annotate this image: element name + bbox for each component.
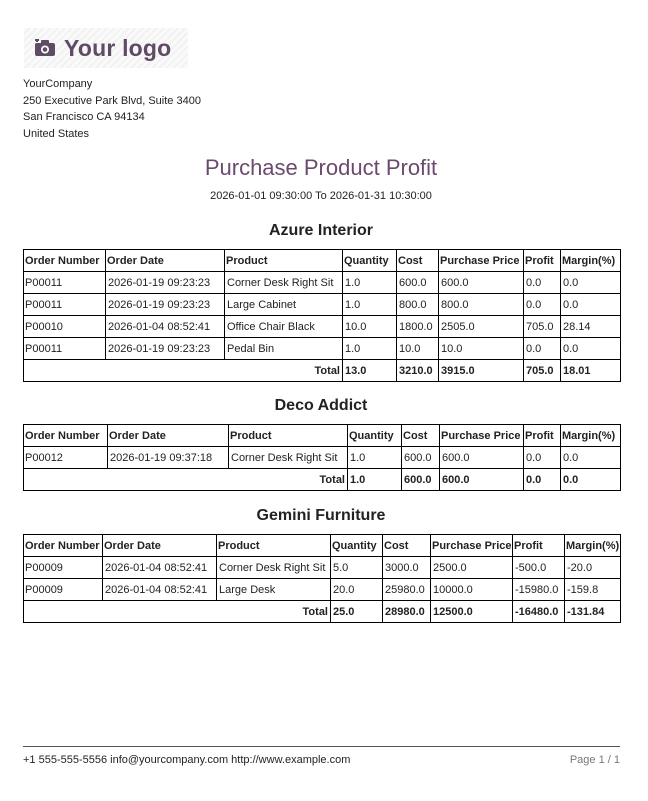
total-cost: 3210.0 xyxy=(397,360,439,382)
header-quantity: Quantity xyxy=(343,250,397,272)
header-cost: Cost xyxy=(383,535,431,557)
cell-order-number: P00011 xyxy=(24,338,106,360)
header-order-date: Order Date xyxy=(108,425,229,447)
cell-profit: 0.0 xyxy=(524,338,561,360)
header-cost: Cost xyxy=(397,250,439,272)
cell-order-number: P00009 xyxy=(24,557,103,579)
cell-product: Pedal Bin xyxy=(225,338,343,360)
table-row xyxy=(24,316,621,338)
header-quantity: Quantity xyxy=(348,425,402,447)
total-row xyxy=(24,601,621,623)
cell-order-number: P00011 xyxy=(24,294,106,316)
vendor-table xyxy=(23,249,621,382)
report-title: Purchase Product Profit xyxy=(204,155,438,180)
header-purchase-price: Purchase Price xyxy=(440,425,524,447)
cell-cost: 600.0 xyxy=(397,272,439,294)
header-order-date: Order Date xyxy=(106,250,225,272)
vendor-title: Azure Interior xyxy=(268,222,373,239)
header-cost: Cost xyxy=(402,425,440,447)
total-purchase-price: 3915.0 xyxy=(439,360,524,382)
cell-quantity: 5.0 xyxy=(331,557,383,579)
cell-purchase-price: 2505.0 xyxy=(439,316,524,338)
cell-quantity: 20.0 xyxy=(331,579,383,601)
cell-order-number: P00011 xyxy=(24,272,106,294)
cell-product: Large Desk xyxy=(217,579,331,601)
total-label: Total xyxy=(24,469,348,491)
cell-margin: 0.0 xyxy=(561,447,621,469)
cell-product: Corner Desk Right Sit xyxy=(229,447,348,469)
table-row xyxy=(24,338,621,360)
vendor-title: Gemini Furniture xyxy=(256,507,386,524)
cell-order-date: 2026-01-04 08:52:41 xyxy=(103,557,217,579)
total-margin: 18.01 xyxy=(561,360,621,382)
total-row xyxy=(24,469,621,491)
total-label: Total xyxy=(24,601,331,623)
cell-cost: 600.0 xyxy=(402,447,440,469)
total-profit: 705.0 xyxy=(524,360,561,382)
cell-product: Corner Desk Right Sit xyxy=(225,272,343,294)
header-profit: Profit xyxy=(513,535,565,557)
header-product: Product xyxy=(225,250,343,272)
header-order-number: Order Number xyxy=(24,425,108,447)
header-order-date: Order Date xyxy=(103,535,217,557)
table-row xyxy=(24,557,621,579)
header-purchase-price: Purchase Price xyxy=(431,535,513,557)
header-product: Product xyxy=(217,535,331,557)
cell-quantity: 1.0 xyxy=(348,447,402,469)
header-product: Product xyxy=(229,425,348,447)
header-profit: Profit xyxy=(524,425,561,447)
vendor-table xyxy=(23,424,621,491)
cell-order-date: 2026-01-19 09:23:23 xyxy=(106,272,225,294)
table-row xyxy=(24,294,621,316)
cell-purchase-price: 600.0 xyxy=(439,272,524,294)
cell-quantity: 1.0 xyxy=(343,338,397,360)
cell-margin: 28.14 xyxy=(561,316,621,338)
cell-order-date: 2026-01-19 09:23:23 xyxy=(106,338,225,360)
cell-purchase-price: 600.0 xyxy=(440,447,524,469)
cell-order-date: 2026-01-04 08:52:41 xyxy=(106,316,225,338)
cell-purchase-price: 10000.0 xyxy=(431,579,513,601)
cell-purchase-price: 800.0 xyxy=(439,294,524,316)
table-header-row xyxy=(24,250,621,272)
cell-product: Large Cabinet xyxy=(225,294,343,316)
logo-text: Your logo xyxy=(64,34,172,61)
cell-product: Office Chair Black xyxy=(225,316,343,338)
company-logo xyxy=(24,28,188,68)
cell-order-number: P00009 xyxy=(24,579,103,601)
cell-cost: 800.0 xyxy=(397,294,439,316)
header-order-number: Order Number xyxy=(24,250,106,272)
cell-cost: 1800.0 xyxy=(397,316,439,338)
cell-cost: 10.0 xyxy=(397,338,439,360)
total-quantity: 13.0 xyxy=(343,360,397,382)
header-quantity: Quantity xyxy=(331,535,383,557)
total-cost: 600.0 xyxy=(402,469,440,491)
cell-product: Corner Desk Right Sit xyxy=(217,557,331,579)
footer-contact: +1 555-555-5556 info@yourcompany.com http://www.example.com xyxy=(23,754,351,766)
cell-profit: 0.0 xyxy=(524,272,561,294)
header-order-number: Order Number xyxy=(24,535,103,557)
total-profit: -16480.0 xyxy=(513,601,565,623)
total-margin: 0.0 xyxy=(561,469,621,491)
header-margin: Margin(%) xyxy=(561,250,621,272)
cell-quantity: 1.0 xyxy=(343,294,397,316)
cell-profit: -500.0 xyxy=(513,557,565,579)
cell-margin: 0.0 xyxy=(561,294,621,316)
total-purchase-price: 12500.0 xyxy=(431,601,513,623)
cell-order-date: 2026-01-19 09:37:18 xyxy=(108,447,229,469)
table-row xyxy=(24,579,621,601)
cell-purchase-price: 2500.0 xyxy=(431,557,513,579)
address-line1: 250 Executive Park Blvd, Suite 3400 xyxy=(23,94,201,107)
cell-profit: 0.0 xyxy=(524,447,561,469)
cell-cost: 25980.0 xyxy=(383,579,431,601)
total-quantity: 1.0 xyxy=(348,469,402,491)
header-purchase-price: Purchase Price xyxy=(439,250,524,272)
cell-cost: 3000.0 xyxy=(383,557,431,579)
total-margin: -131.84 xyxy=(565,601,621,623)
report-date-range: 2026-01-01 09:30:00 To 2026-01-31 10:30:00 xyxy=(210,190,432,202)
footer-divider xyxy=(23,746,620,747)
cell-profit: 0.0 xyxy=(524,294,561,316)
cell-order-number: P00010 xyxy=(24,316,106,338)
total-row xyxy=(24,360,621,382)
table-row xyxy=(24,447,621,469)
cell-order-number: P00012 xyxy=(24,447,108,469)
page-number: Page 1 / 1 xyxy=(569,754,620,766)
header-profit: Profit xyxy=(524,250,561,272)
cell-order-date: 2026-01-04 08:52:41 xyxy=(103,579,217,601)
total-purchase-price: 600.0 xyxy=(440,469,524,491)
total-profit: 0.0 xyxy=(524,469,561,491)
cell-profit: -15980.0 xyxy=(513,579,565,601)
cell-margin: -20.0 xyxy=(565,557,621,579)
cell-quantity: 10.0 xyxy=(343,316,397,338)
header-margin: Margin(%) xyxy=(565,535,621,557)
company-name: YourCompany xyxy=(23,78,93,90)
address-line2: San Francisco CA 94134 xyxy=(23,111,145,123)
header-margin: Margin(%) xyxy=(561,425,621,447)
cell-order-date: 2026-01-19 09:23:23 xyxy=(106,294,225,316)
table-header-row xyxy=(24,425,621,447)
cell-margin: 0.0 xyxy=(561,272,621,294)
cell-margin: 0.0 xyxy=(561,338,621,360)
table-header-row xyxy=(24,535,621,557)
cell-profit: 705.0 xyxy=(524,316,561,338)
vendor-title: Deco Addict xyxy=(274,397,368,414)
address-country: United States xyxy=(23,127,90,140)
camera-icon xyxy=(34,39,56,57)
total-label: Total xyxy=(24,360,343,382)
total-quantity: 25.0 xyxy=(331,601,383,623)
cell-quantity: 1.0 xyxy=(343,272,397,294)
cell-purchase-price: 10.0 xyxy=(439,338,524,360)
vendor-table xyxy=(23,534,621,623)
total-cost: 28980.0 xyxy=(383,601,431,623)
table-row xyxy=(24,272,621,294)
company-address xyxy=(23,76,201,142)
cell-margin: -159.8 xyxy=(565,579,621,601)
